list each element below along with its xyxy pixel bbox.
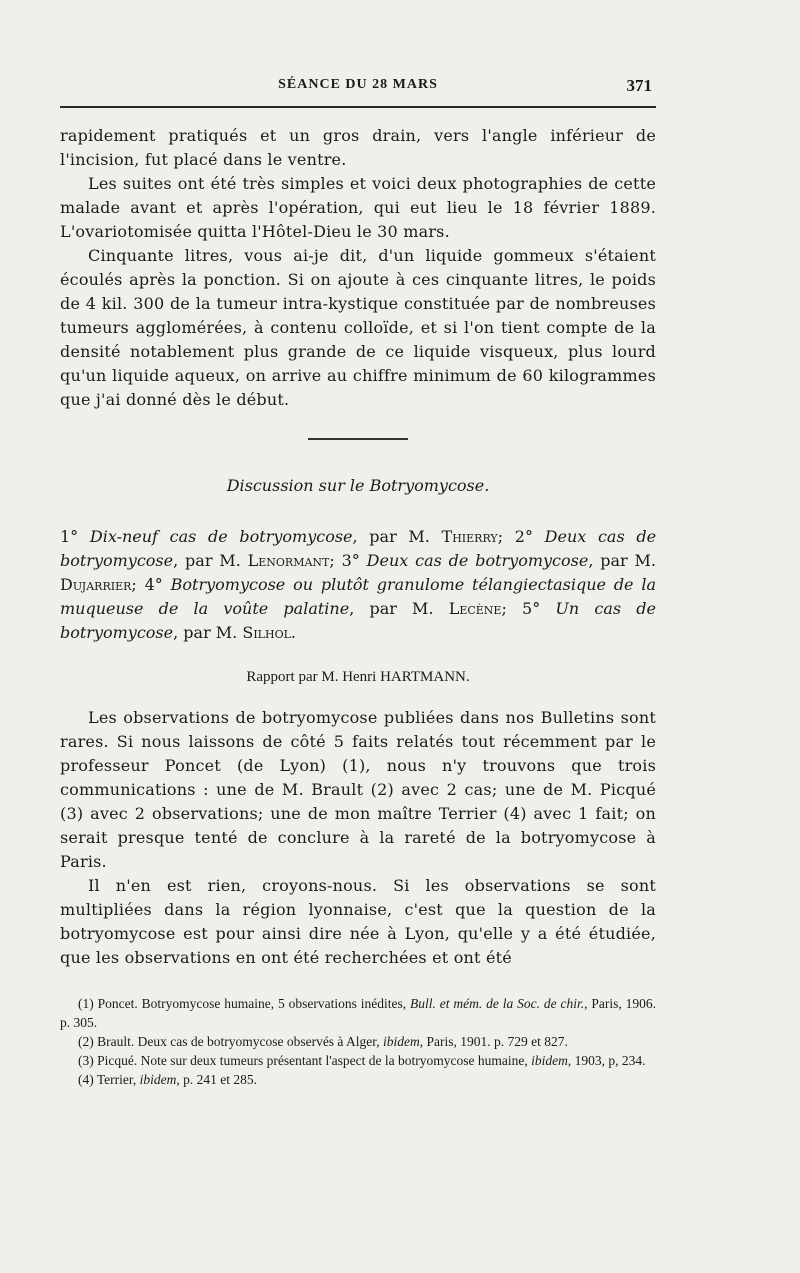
- page-number: 371: [626, 76, 652, 95]
- header-rule: [60, 106, 656, 108]
- report-paragraph: Il n'en est rien, croyons-nous. Si les observations se sont multipliées dans la région lyonnaise, c'est que la question de la botryomycose est pour ainsi dire née à Lyon, qu'elle y a été étudiée, que les observations en ont été recherchées et ont été: [60, 876, 656, 967]
- work-title: Deux cas de botryomycose: [366, 551, 589, 570]
- work-item: 2° Deux cas de botryomycose, par M. Lenormant;: [60, 527, 657, 570]
- page: [60, 72, 656, 1089]
- work-author: Lenormant: [247, 551, 330, 570]
- work-author: Dujarrier: [60, 575, 132, 594]
- report-paragraph: Les observations de botryomycose publiées dans nos Bulletins sont rares. Si nous laissons de côté 5 faits relatés tout récemment par le professeur Poncet (de Lyon) (1), nous n'y trouvons que trois communications : une de M. Brault (2) avec 2 cas; une de M. Picqué (3) avec 2 observations; une de mon maître Terrier (4) avec 1 fait; on serait presque tenté de conclure à la rareté de la botryomycose à Paris.: [60, 708, 656, 871]
- paragraph: Cinquante litres, vous ai-je dit, d'un liquide gommeux s'étaient écoulés après la ponction. Si on ajoute à ces cinquante litres, le poids de 4 kil. 300 de la tumeur intra-kystique constituée par de nombreuses tumeurs agglomérées, à contenu colloïde, et si l'on tient compte de la densité notablement plus grande de ce liquide visqueux, plus lourd qu'un liquide aqueux, on arrive au chiffre minimum de 60 kilogrammes que j'ai donné dès le début.: [60, 246, 656, 409]
- running-title: SÉANCE DU 28 MARS: [278, 77, 438, 92]
- footnote: (2) Brault. Deux cas de botryomycose observés à Alger, ibidem, Paris, 1901. p. 729 et 827.: [78, 1034, 568, 1049]
- work-item: 1° Dix-neuf cas de botryomycose, par M. Thierry;: [60, 527, 515, 546]
- work-author: Lecène: [448, 599, 502, 618]
- work-title: Un cas de botryomycose: [60, 599, 656, 642]
- footnotes: [60, 994, 656, 1089]
- work-author: Thierry: [441, 527, 498, 546]
- section-separator: [308, 438, 408, 440]
- footnote: (3) Picqué. Note sur deux tumeurs présentant l'aspect de la botryomycose humaine, ibidem, 1903, p, 234.: [78, 1053, 646, 1068]
- works-list: [60, 525, 656, 645]
- work-item: 5° Un cas de botryomycose, par M. Silhol.: [60, 599, 656, 642]
- work-title: Dix-neuf cas de botryomycose: [89, 527, 353, 546]
- paragraph: rapidement pratiqués et un gros drain, vers l'angle inférieur de l'incision, fut placé dans le ventre.: [60, 126, 656, 169]
- running-head: [60, 72, 656, 102]
- work-author: Silhol: [242, 623, 291, 642]
- rapport-line: Rapport par M. Henri HARTMANN.: [246, 669, 470, 685]
- footnote: (4) Terrier, ibidem, p. 241 et 285.: [78, 1072, 257, 1087]
- work-item: 3° Deux cas de botryomycose, par M. Dujarrier;: [60, 551, 656, 594]
- discussion-title: Discussion sur le Botryomycose.: [226, 476, 490, 495]
- work-item: 4° Botryomycose ou plutôt granulome télangiectasique de la muqueuse de la voûte palatine, par M. Lecène;: [60, 575, 656, 618]
- paragraph: Les suites ont été très simples et voici deux photographies de cette malade avant et après l'opération, qui eut lieu le 18 février 1889. L'ovariotomisée quitta l'Hôtel-Dieu le 30 mars.: [60, 174, 656, 241]
- work-title: Botryomycose ou plutôt granulome télangiectasique de la muqueuse de la voûte palatine: [60, 575, 656, 618]
- work-title: Deux cas de botryomycose: [60, 527, 657, 570]
- footnote: (1) Poncet. Botryomycose humaine, 5 observations inédites, Bull. et mém. de la Soc. de chir., Paris, 1906. p. 305.: [60, 996, 656, 1030]
